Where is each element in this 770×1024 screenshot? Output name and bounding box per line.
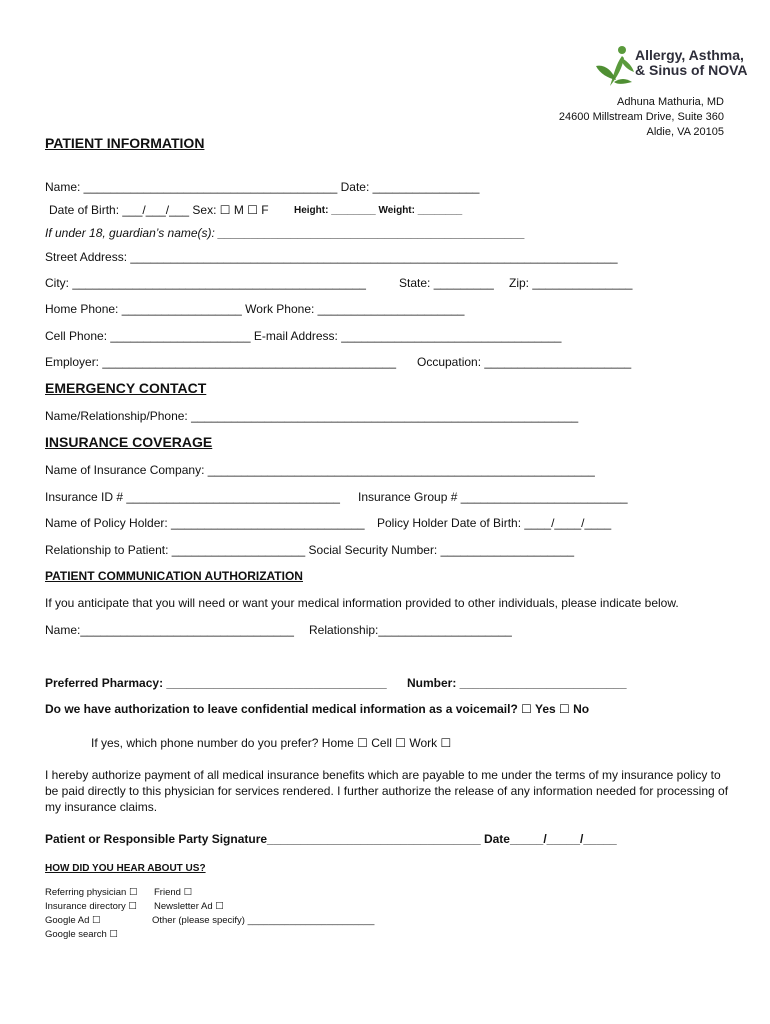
patient-info-heading: PATIENT INFORMATION xyxy=(45,135,205,151)
payment-authorization-text: I hereby authorize payment of all medical insurance benefits which are payable to me under the terms of my insurance policy to be paid directly to this physician for services rendered. I further authorize the release of any information needed for processing of my insurance claims. xyxy=(45,768,729,814)
guardian-field[interactable]: If under 18, guardian’s name(s): ______________________________________________ xyxy=(45,226,526,240)
relationship-ssn-field[interactable]: Relationship to Patient: ____________________ Social Security Number: ____________________ xyxy=(45,543,575,557)
referral-option-other[interactable]: Other (please specify) ________________________ xyxy=(152,915,375,926)
employer-field[interactable]: Employer: ____________________________________________ xyxy=(45,355,396,369)
signature-date-field[interactable]: Patient or Responsible Party Signature________________________________ Date_____/_____/_____ xyxy=(45,832,617,846)
name-date-field[interactable]: Name: ______________________________________ Date: ________________ xyxy=(45,180,480,194)
insurance-company-field[interactable]: Name of Insurance Company: __________________________________________________________ xyxy=(45,463,595,477)
street-address-field[interactable]: Street Address: _________________________________________________________________________ xyxy=(45,250,618,264)
insurance-heading: INSURANCE COVERAGE xyxy=(45,434,213,450)
doctor-address-block xyxy=(559,95,724,140)
authorized-name-field[interactable]: Name:________________________________ xyxy=(45,623,294,637)
logo-line-2: & Sinus of NOVA xyxy=(635,62,748,78)
zip-field[interactable]: Zip: _______________ xyxy=(509,276,633,290)
communication-heading: PATIENT COMMUNICATION AUTHORIZATION xyxy=(45,569,303,583)
logo-line-1: Allergy, Asthma, xyxy=(635,47,744,63)
voicemail-authorization[interactable]: Do we have authorization to leave confidential medical information as a voicemail? ☐ Yes ☐ No xyxy=(45,702,590,716)
dob-sex-field[interactable]: Date of Birth: ___/___/___ Sex: ☐ M ☐ F xyxy=(49,203,269,217)
referral-option[interactable]: Referring physician ☐ xyxy=(45,887,138,898)
referral-option[interactable]: Newsletter Ad ☐ xyxy=(154,901,224,912)
policy-holder-field[interactable]: Name of Policy Holder: _____________________________ xyxy=(45,516,365,530)
city-field[interactable]: City: ____________________________________________ xyxy=(45,276,366,290)
doctor-address-line-2: Aldie, VA 20105 xyxy=(646,126,724,138)
pharmacy-field[interactable]: Preferred Pharmacy: _________________________________ xyxy=(45,676,387,690)
referral-option[interactable]: Google search ☐ xyxy=(45,929,118,940)
authorized-relationship-field[interactable]: Relationship:____________________ xyxy=(309,623,512,637)
doctor-address-line-1: 24600 Millstream Drive, Suite 360 xyxy=(558,111,724,123)
state-field[interactable]: State: _________ xyxy=(399,276,494,290)
referral-option[interactable]: Friend ☐ xyxy=(154,887,193,898)
doctor-name: Adhuna Mathuria, MD xyxy=(617,96,724,108)
emergency-contact-field[interactable]: Name/Relationship/Phone: __________________________________________________________ xyxy=(45,409,579,423)
cell-email-fields[interactable]: Cell Phone: _____________________ E-mail Address: _________________________________ xyxy=(45,329,562,343)
communication-intro: If you anticipate that you will need or want your medical information provided to other individuals, please indicate below. xyxy=(45,596,679,610)
emergency-heading: EMERGENCY CONTACT xyxy=(45,380,207,396)
referral-option[interactable]: Google Ad ☐ xyxy=(45,915,101,926)
insurance-id-field[interactable]: Insurance ID # ________________________________ xyxy=(45,490,340,504)
referral-option[interactable]: Insurance directory ☐ xyxy=(45,901,137,912)
phone-fields[interactable]: Home Phone: __________________ Work Phone: ______________________ xyxy=(45,302,465,316)
policy-holder-dob-field[interactable]: Policy Holder Date of Birth: ____/____/____ xyxy=(377,516,612,530)
height-weight-field[interactable]: Height: ________ Weight: ________ xyxy=(294,205,463,216)
logo-wordmark xyxy=(635,48,748,78)
referral-heading: HOW DID YOU HEAR ABOUT US? xyxy=(45,863,206,874)
insurance-group-field[interactable]: Insurance Group # _________________________ xyxy=(358,490,628,504)
pharmacy-number-field[interactable]: Number: _________________________ xyxy=(407,676,627,690)
phone-preference[interactable]: If yes, which phone number do you prefer? Home ☐ Cell ☐ Work ☐ xyxy=(91,736,452,750)
occupation-field[interactable]: Occupation: ______________________ xyxy=(417,355,632,369)
